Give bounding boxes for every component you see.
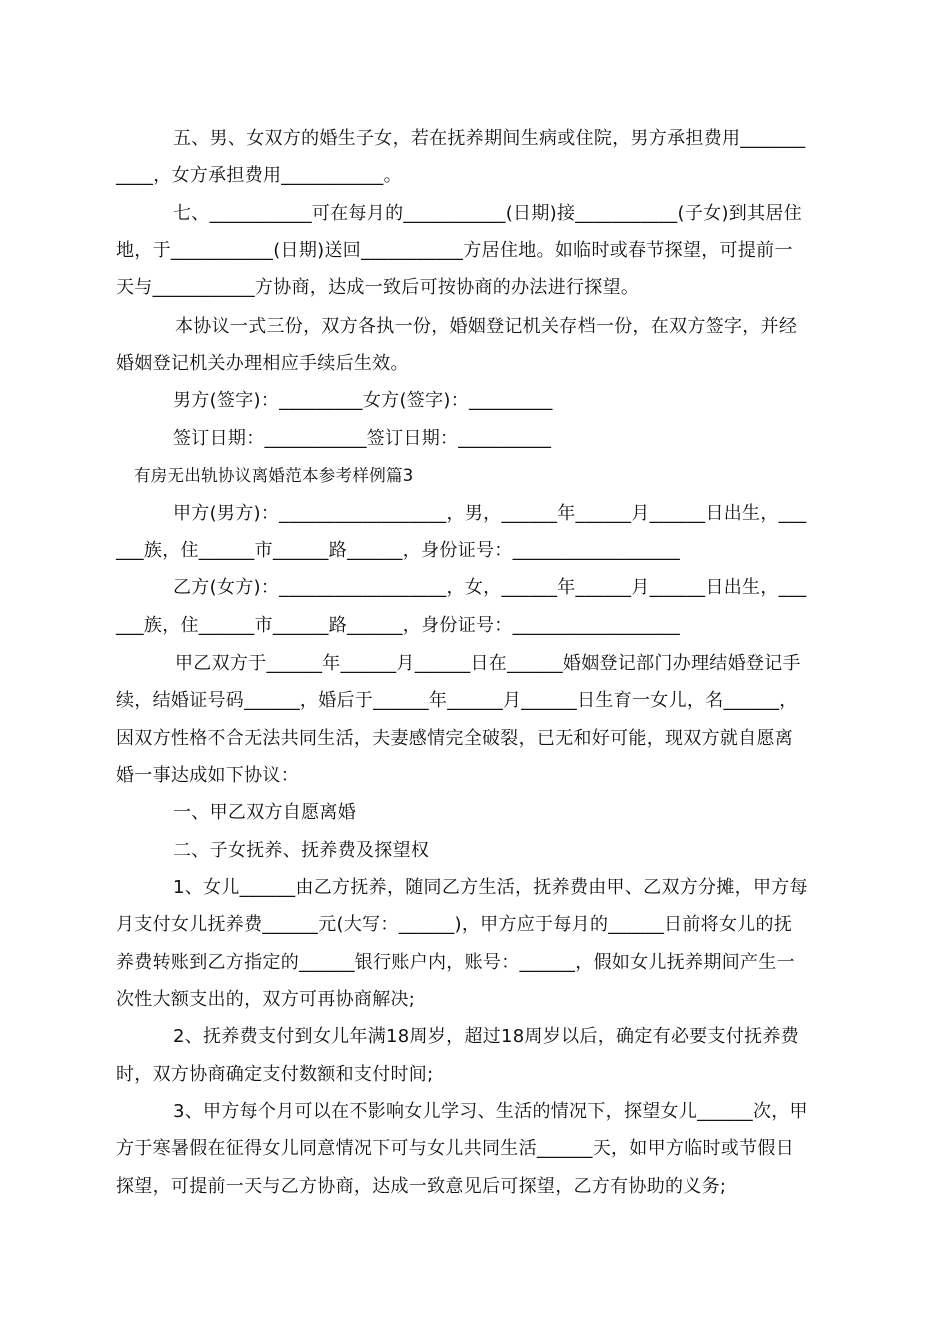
- party-b-line-1: 乙方(女方)：__________________，女，______年______月______日出生，___: [173, 577, 807, 598]
- clause-2-line-2: 时，双方协商确定支付数额和支付时间;: [116, 1064, 434, 1085]
- clause-3-line-1: 3、甲方每个月可以在不影响女儿学习、生活的情况下，探望女儿______次，甲: [173, 1101, 808, 1122]
- clause-seven-line-2: 地，于___________(日期)送回___________方居住地。如临时或春节探望，可提前一: [116, 240, 793, 261]
- validity-line-2: 婚姻登记机关办理相应手续后生效。: [116, 353, 409, 374]
- clause-1-line-3: 养费转账到乙方指定的______银行账户内，账号：______，假如女儿抚养期间产生一: [116, 952, 795, 973]
- clause-1-line-4: 次性大额支出的，双方可再协商解决;: [116, 989, 416, 1010]
- validity-line-1: 本协议一式三份，双方各执一份，婚姻登记机关存档一份，在双方签字，并经: [175, 316, 798, 337]
- section-title: 有房无出轨协议离婚范本参考样例篇3: [134, 466, 414, 485]
- clause-five-line-2: ____，女方承担费用___________。: [116, 165, 402, 186]
- marriage-para-line-4: 婚一事达成如下协议：: [116, 765, 299, 786]
- party-a-line-2: ___族，住______市______路______，身份证号：__________________: [116, 540, 680, 561]
- marriage-para-line-3: 因双方性格不合无法共同生活，夫妻感情完全破裂，已无和好可能，现双方就自愿离: [116, 728, 794, 749]
- clause-1-line-2: 月支付女儿抚养费______元(大写：______)，甲方应于每月的______日前将女儿的抚: [116, 914, 793, 935]
- marriage-para-line-2: 续，结婚证号码______，婚后于______年______月______日生育一女儿，名______，: [116, 690, 798, 711]
- party-b-line-2: ___族，住______市______路______，身份证号：__________________: [116, 615, 680, 636]
- clause-five-line-1: 五、男、女双方的婚生子女，若在抚养期间生病或住院，男方承担费用_______: [173, 128, 806, 149]
- clause-3-line-3: 探望，可提前一天与乙方协商，达成一致意见后可探望，乙方有协助的义务;: [116, 1176, 727, 1197]
- clause-seven-line-1: 七、___________可在每月的___________(日期)接___________(子女)到其居住: [173, 203, 802, 224]
- party-a-line-1: 甲方(男方)：__________________，男，______年______月______日出生，___: [173, 503, 807, 524]
- signature-line: 男方(签字)：_________女方(签字)：_________: [173, 390, 553, 411]
- clause-seven-line-3: 天与___________方协商，达成一致后可按协商的办法进行探望。: [116, 277, 640, 298]
- sign-date-line: 签订日期：___________签订日期：__________: [173, 428, 552, 449]
- clause-3-line-2: 方于寒暑假在征得女儿同意情况下可与女儿共同生活______天，如甲方临时或节假日: [116, 1138, 794, 1159]
- item-two: 二、子女抚养、抚养费及探望权: [173, 840, 430, 861]
- item-one: 一、甲乙双方自愿离婚: [173, 802, 356, 823]
- marriage-para-line-1: 甲乙双方于______年______月______日在______婚姻登记部门办理结婚登记手: [175, 653, 801, 674]
- clause-1-line-1: 1、女儿______由乙方抚养，随同乙方生活，抚养费由甲、乙双方分摊，甲方每: [173, 877, 808, 898]
- clause-2-line-1: 2、抚养费支付到女儿年满18周岁，超过18周岁以后，确定有必要支付抚养费: [173, 1026, 800, 1047]
